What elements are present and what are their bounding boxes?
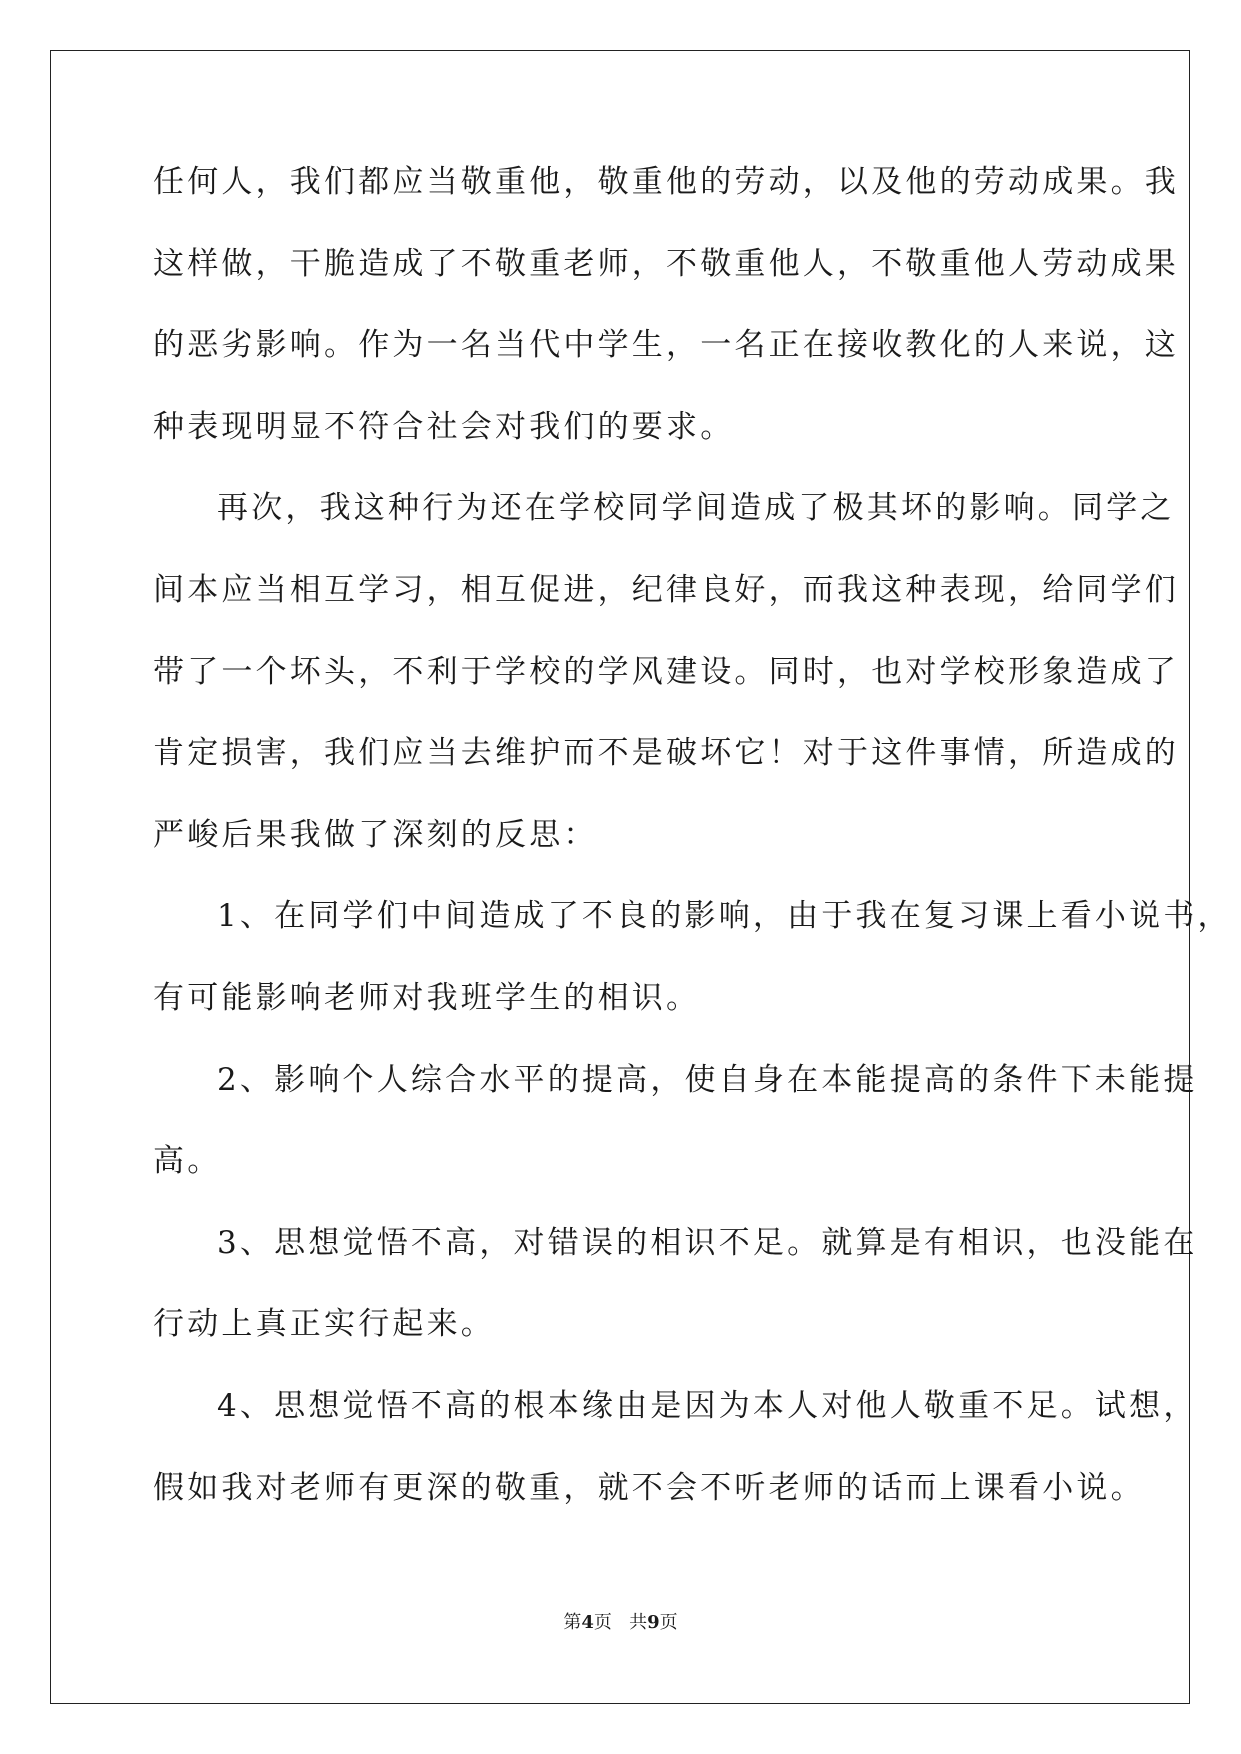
page-prefix: 第 bbox=[563, 1612, 582, 1633]
body-line: 高。 bbox=[153, 1143, 222, 1180]
total-prefix: 共 bbox=[629, 1612, 648, 1633]
total-page-number: 9 bbox=[647, 1612, 660, 1633]
page-suffix: 页 bbox=[593, 1612, 612, 1633]
body-line: 带了一个坏头，不利于学校的学风建设。同时，也对学校形象造成了 bbox=[153, 653, 1179, 690]
body-line: 间本应当相互学习，相互促进，纪律良好，而我这种表现，给同学们 bbox=[153, 571, 1179, 608]
body-line: 这样做，干脆造成了不敬重老师，不敬重他人，不敬重他人劳动成果 bbox=[153, 245, 1179, 282]
body-line: 种表现明显不符合社会对我们的要求。 bbox=[153, 408, 735, 445]
body-line: 任何人，我们都应当敬重他，敬重他的劳动，以及他的劳动成果。我 bbox=[153, 164, 1179, 200]
body-line: 3、思想觉悟不高，对错误的相识不足。就算是有相识，也没能在 bbox=[217, 1224, 1198, 1261]
body-line: 有可能影响老师对我班学生的相识。 bbox=[153, 979, 701, 1016]
body-line: 4、思想觉悟不高的根本缘由是因为本人对他人敬重不足。试想， bbox=[217, 1387, 1198, 1424]
page-footer bbox=[0, 1608, 1241, 1634]
body-line: 再次，我这种行为还在学校同学间造成了极其坏的影响。同学之 bbox=[217, 490, 1175, 527]
document-body bbox=[153, 162, 1232, 1549]
body-line: 2、影响个人综合水平的提高，使自身在本能提高的条件下未能提 bbox=[217, 1061, 1198, 1098]
current-page-number: 4 bbox=[581, 1612, 594, 1633]
body-line: 肯定损害，我们应当去维护而不是破坏它！对于这件事情，所造成的 bbox=[153, 735, 1179, 772]
body-line: 1、在同学们中间造成了不良的影响，由于我在复习课上看小说书， bbox=[217, 898, 1232, 935]
body-line: 严峻后果我做了深刻的反思： bbox=[153, 816, 598, 853]
body-line: 的恶劣影响。作为一名当代中学生，一名正在接收教化的人来说，这 bbox=[153, 327, 1179, 364]
total-suffix: 页 bbox=[659, 1612, 678, 1633]
body-line: 假如我对老师有更深的敬重，就不会不听老师的话而上课看小说。 bbox=[153, 1469, 1145, 1506]
body-line: 行动上真正实行起来。 bbox=[153, 1306, 495, 1343]
